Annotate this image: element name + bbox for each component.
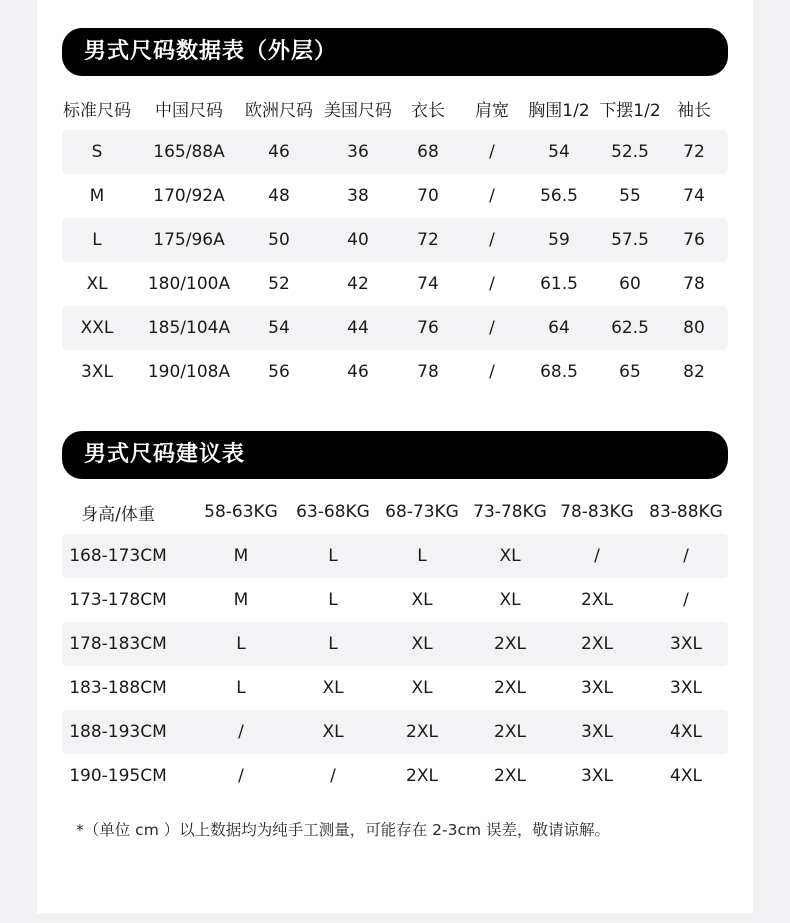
table-cell: XL — [411, 590, 433, 610]
table-cell: 188-193CM — [69, 722, 167, 742]
table-cell: XL — [322, 678, 344, 698]
table-cell: / — [489, 230, 495, 250]
table-cell: M — [233, 590, 249, 610]
table-cell: / — [683, 590, 689, 610]
table-cell: 170/92A — [153, 186, 225, 206]
table-cell: 175/96A — [153, 230, 225, 250]
table-cell: 3XL — [670, 678, 702, 698]
table-cell: / — [489, 362, 495, 382]
table-row — [62, 578, 728, 622]
table-cell: 54 — [268, 318, 290, 338]
table-cell: XL — [411, 678, 433, 698]
table-row — [62, 622, 728, 666]
header-cell: 63-68KG — [296, 502, 370, 522]
table-cell: 2XL — [494, 766, 526, 786]
table-cell: 4XL — [670, 766, 702, 786]
table-row — [62, 666, 728, 710]
header-cell: 美国尺码 — [324, 100, 392, 121]
table-cell: L — [92, 230, 102, 250]
table-cell: 74 — [417, 274, 439, 294]
table-cell: 72 — [417, 230, 439, 250]
table-row — [62, 218, 728, 262]
table-cell: 3XL — [581, 722, 613, 742]
table-cell: L — [328, 590, 338, 610]
table-cell: 76 — [417, 318, 439, 338]
table-cell: / — [238, 766, 244, 786]
table-cell: 40 — [347, 230, 369, 250]
table-cell: / — [489, 142, 495, 162]
table-cell: 60 — [619, 274, 641, 294]
table-cell: 78 — [417, 362, 439, 382]
table-cell: 65 — [619, 362, 641, 382]
table-cell: 190/108A — [147, 362, 231, 382]
table-cell: M — [89, 186, 105, 206]
table-cell: L — [328, 634, 338, 654]
table-cell: 38 — [347, 186, 369, 206]
table-cell: 82 — [683, 362, 705, 382]
table-cell: 48 — [268, 186, 290, 206]
table-cell: / — [683, 546, 689, 566]
header-cell: 83-88KG — [649, 502, 723, 522]
table-cell: 50 — [268, 230, 290, 250]
table-cell: 183-188CM — [69, 678, 167, 698]
table-cell: / — [489, 186, 495, 206]
table-cell: 4XL — [670, 722, 702, 742]
header-cell: 欧洲尺码 — [245, 100, 313, 121]
table-cell: L — [236, 678, 246, 698]
table-cell: 56.5 — [540, 186, 578, 206]
table-row — [62, 534, 728, 578]
table-row — [62, 306, 728, 350]
table-cell: 168-173CM — [69, 546, 167, 566]
table-cell: 165/88A — [153, 142, 225, 162]
table-cell: 68 — [417, 142, 439, 162]
header-cell: 下摆1/2 — [599, 100, 661, 121]
table-cell: XL — [499, 546, 521, 566]
table-cell: 44 — [347, 318, 369, 338]
table-cell: 2XL — [494, 722, 526, 742]
header-cell: 衣长 — [411, 100, 445, 121]
table-cell: 42 — [347, 274, 369, 294]
table-row — [62, 262, 728, 306]
table-row — [62, 174, 728, 218]
table-cell: 36 — [347, 142, 369, 162]
table-cell: 2XL — [581, 634, 613, 654]
table-cell: 2XL — [494, 634, 526, 654]
table-cell: 72 — [683, 142, 705, 162]
table-cell: / — [594, 546, 600, 566]
size-table-title: 男式尺码数据表（外层） — [62, 28, 728, 76]
header-cell: 78-83KG — [560, 502, 634, 522]
table-cell: M — [233, 546, 249, 566]
table-cell: L — [417, 546, 427, 566]
table-row — [62, 130, 728, 174]
suggest-table-title: 男式尺码建议表 — [62, 431, 728, 479]
table-header-row — [62, 86, 728, 130]
table-cell: 62.5 — [611, 318, 649, 338]
table-cell: XXL — [80, 318, 114, 338]
table-cell: 78 — [683, 274, 705, 294]
table-cell: 180/100A — [147, 274, 231, 294]
header-cell: 肩宽 — [475, 100, 509, 121]
table-row — [62, 350, 728, 394]
table-row — [62, 710, 728, 754]
header-cell: 68-73KG — [385, 502, 459, 522]
table-row — [62, 754, 728, 798]
table-cell: 2XL — [406, 722, 438, 742]
table-cell: 61.5 — [540, 274, 578, 294]
table-cell: 3XL — [81, 362, 113, 382]
header-cell: 袖长 — [677, 100, 711, 121]
table-cell: / — [489, 318, 495, 338]
header-cell: 73-78KG — [473, 502, 547, 522]
header-cell: 58-63KG — [204, 502, 278, 522]
table-cell: XL — [411, 634, 433, 654]
table-cell: 3XL — [670, 634, 702, 654]
header-cell: 标准尺码 — [63, 100, 131, 121]
table-cell: 2XL — [406, 766, 438, 786]
table-cell: XL — [86, 274, 108, 294]
table-cell: 64 — [548, 318, 570, 338]
table-cell: 76 — [683, 230, 705, 250]
size-suggestion-table — [62, 490, 728, 798]
table-cell: 2XL — [581, 590, 613, 610]
table-cell: 55 — [619, 186, 641, 206]
table-cell: 80 — [683, 318, 705, 338]
table-cell: 59 — [548, 230, 570, 250]
table-cell: / — [489, 274, 495, 294]
table-cell: 68.5 — [540, 362, 578, 382]
header-cell: 胸围1/2 — [528, 100, 590, 121]
table-cell: 56 — [268, 362, 290, 382]
size-data-table — [62, 86, 728, 394]
table-cell: 2XL — [494, 678, 526, 698]
table-cell: 52 — [268, 274, 290, 294]
table-cell: / — [238, 722, 244, 742]
table-cell: L — [328, 546, 338, 566]
table-cell: XL — [322, 722, 344, 742]
table-cell: 46 — [268, 142, 290, 162]
table-cell: 173-178CM — [69, 590, 167, 610]
table-cell: 3XL — [581, 678, 613, 698]
table-cell: / — [330, 766, 336, 786]
table-cell: 3XL — [581, 766, 613, 786]
table-cell: 54 — [548, 142, 570, 162]
header-cell: 身高/体重 — [81, 504, 155, 525]
table-cell: 46 — [347, 362, 369, 382]
table-cell: 52.5 — [611, 142, 649, 162]
table-cell: 190-195CM — [69, 766, 167, 786]
table-cell: L — [236, 634, 246, 654]
table-header-row — [62, 490, 728, 534]
table-cell: S — [91, 142, 103, 162]
table-cell: 185/104A — [147, 318, 231, 338]
measurement-note: *（单位 cm ）以上数据均为纯手工测量，可能存在 2-3cm 误差，敬请谅解。 — [76, 821, 611, 839]
table-cell: 70 — [417, 186, 439, 206]
table-cell: 57.5 — [611, 230, 649, 250]
table-cell: 74 — [683, 186, 705, 206]
table-cell: XL — [499, 590, 521, 610]
table-cell: 178-183CM — [69, 634, 167, 654]
header-cell: 中国尺码 — [155, 100, 223, 121]
